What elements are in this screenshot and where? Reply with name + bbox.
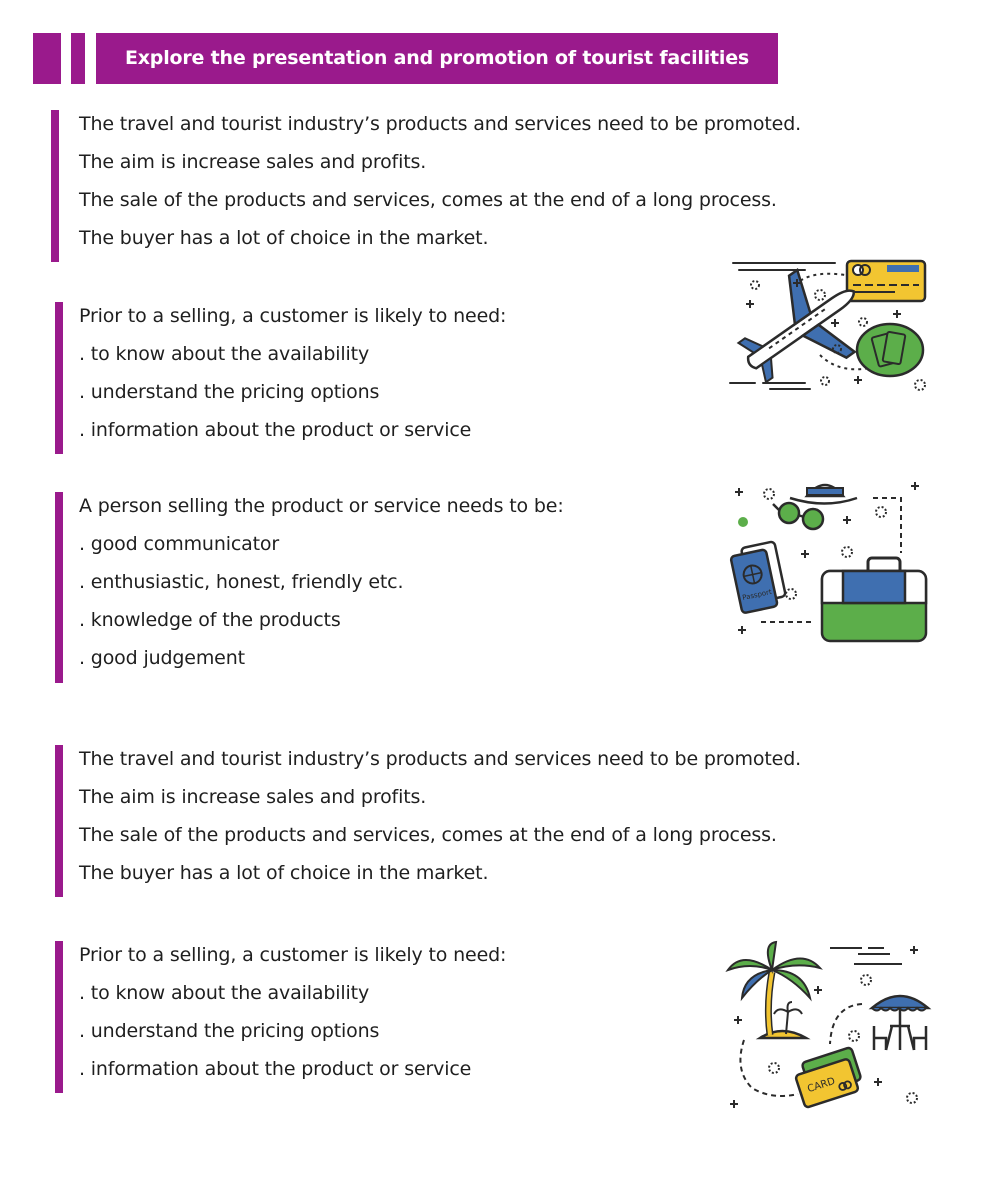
ticket-icon xyxy=(857,324,923,376)
block-line: The sale of the products and services, comes at the end of a long process. xyxy=(79,824,777,846)
passport-icon xyxy=(729,541,787,613)
block-line: The buyer has a lot of choice in the market. xyxy=(79,862,489,884)
block-line: . enthusiastic, honest, friendly etc. xyxy=(79,571,404,593)
text-block-4 xyxy=(55,745,835,897)
block-line: Prior to a selling, a customer is likely to need: xyxy=(79,305,507,327)
block-line: . information about the product or service xyxy=(79,419,472,441)
beach-holiday-illustration xyxy=(722,940,937,1115)
block-line: The aim is increase sales and profits. xyxy=(79,786,427,808)
block-lines xyxy=(79,305,506,457)
block-line: . to know about the availability xyxy=(79,982,370,1004)
block-line: . knowledge of the products xyxy=(79,609,341,631)
text-block-1 xyxy=(55,110,835,262)
block-accent-rule xyxy=(51,110,59,262)
block-lines xyxy=(79,113,801,265)
credit-card-icon xyxy=(847,261,925,301)
block-line: The buyer has a lot of choice in the market. xyxy=(79,227,489,249)
text-block-5 xyxy=(55,941,655,1093)
header-accent-bar-left xyxy=(33,33,61,84)
block-lines xyxy=(79,495,564,685)
block-line: . to know about the availability xyxy=(79,343,370,365)
text-block-2 xyxy=(55,302,655,454)
block-line: . information about the product or service xyxy=(79,1058,472,1080)
block-accent-rule xyxy=(55,302,63,454)
block-line: . understand the pricing options xyxy=(79,1020,380,1042)
passport-label: Passport xyxy=(741,587,773,603)
airplane-card-illustration xyxy=(725,255,935,395)
hat-icon xyxy=(790,485,857,504)
card-icon xyxy=(792,1047,865,1108)
header-accent-bar-middle xyxy=(71,33,85,84)
sunglasses-icon xyxy=(773,503,823,529)
block-accent-rule xyxy=(55,492,63,683)
block-line: . good communicator xyxy=(79,533,280,555)
block-line: The aim is increase sales and profits. xyxy=(79,151,427,173)
block-lines xyxy=(79,944,506,1096)
text-block-3 xyxy=(55,492,655,683)
block-line: . good judgement xyxy=(79,647,245,669)
block-line: A person selling the product or service needs to be: xyxy=(79,495,564,517)
block-line: The sale of the products and services, comes at the end of a long process. xyxy=(79,189,777,211)
block-line: The travel and tourist industry’s products and services need to be promoted. xyxy=(79,113,801,135)
card-label: CARD xyxy=(806,1075,837,1096)
block-accent-rule xyxy=(55,745,63,897)
palm-tree-icon xyxy=(728,942,820,1035)
block-accent-rule xyxy=(55,941,63,1093)
block-line: The travel and tourist industry’s products and services need to be promoted. xyxy=(79,748,801,770)
block-line: Prior to a selling, a customer is likely to need: xyxy=(79,944,507,966)
block-lines xyxy=(79,748,801,900)
block-line: . understand the pricing options xyxy=(79,381,380,403)
suitcase-icon xyxy=(822,558,926,641)
page-title: Explore the presentation and promotion of tourist facilities xyxy=(124,47,750,69)
luggage-passport-illustration xyxy=(725,476,935,646)
beach-umbrella-icon xyxy=(872,996,928,1050)
